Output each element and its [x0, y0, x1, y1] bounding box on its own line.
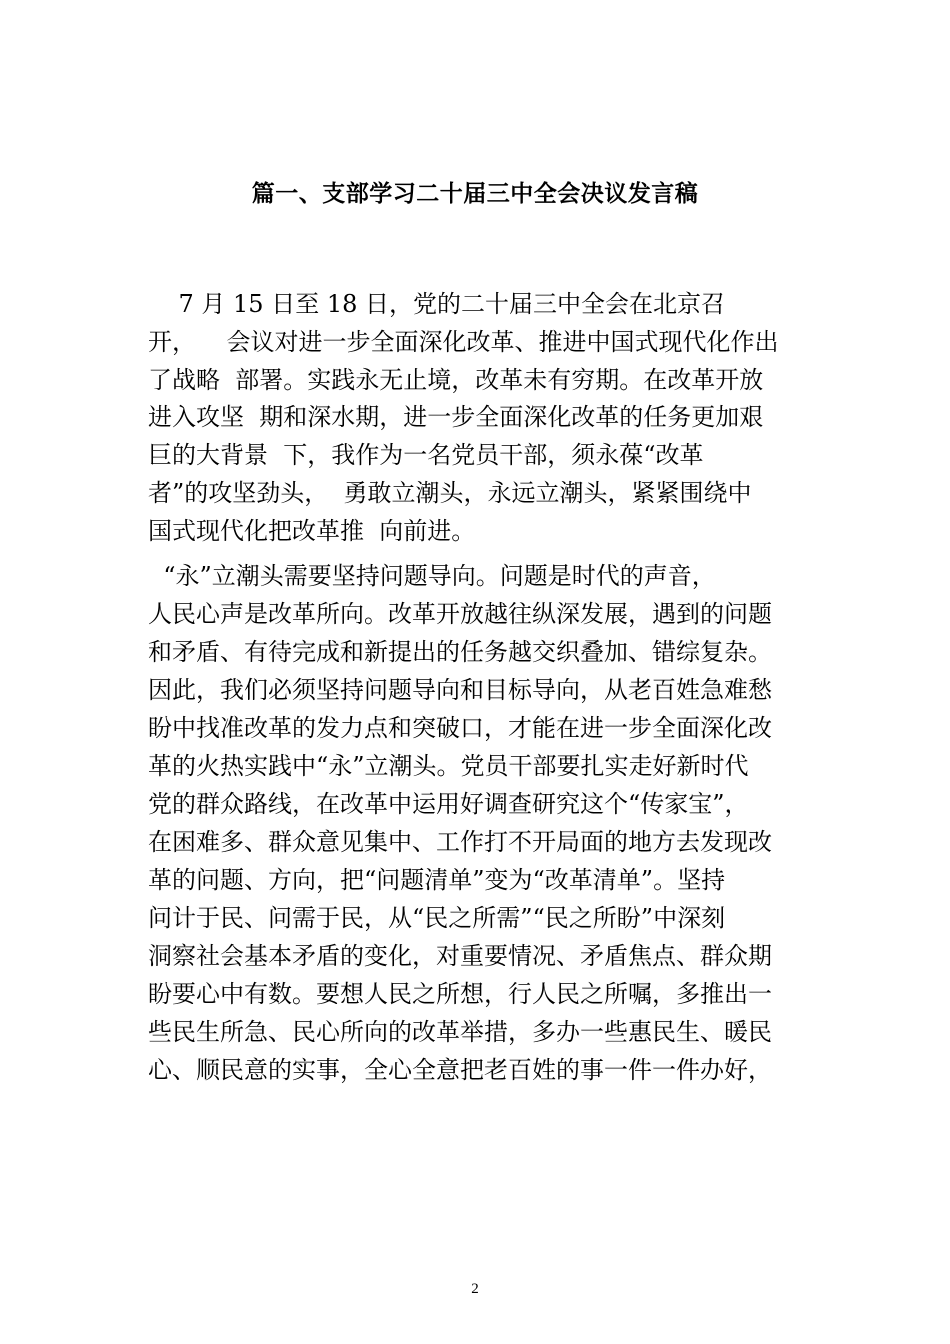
paragraph-line: 盼要心中有数。要想人民之所想，行人民之所嘱，多推出一 — [148, 980, 772, 1008]
paragraph-line: 7 月 15 日至 18 日，党的二十届三中全会在北京召 — [148, 290, 726, 318]
paragraph-line: 进入攻坚 期和深水期，进一步全面深化改革的任务更加艰 — [148, 403, 764, 431]
paragraph-line: 问计于民、问需于民，从“民之所需”“民之所盼”中深刻 — [148, 904, 726, 932]
paragraph-line: 洞察社会基本矛盾的变化，对重要情况、矛盾焦点、群众期 — [148, 942, 772, 970]
paragraph-line: 革的火热实践中“永”立潮头。党员干部要扎实走好新时代 — [148, 752, 749, 780]
document-title: 篇一、支部学习二十届三中全会决议发言稿 — [251, 181, 699, 207]
paragraph-line: 心、顺民意的实事，全心全意把老百姓的事一件一件办好， — [148, 1056, 772, 1084]
paragraph-line: 些民生所急、民心所向的改革举措，多办一些惠民生、暖民 — [148, 1018, 772, 1046]
page-number: 2 — [471, 1281, 479, 1297]
paragraph-line: 盼中找准改革的发力点和突破口，才能在进一步全面深化改 — [148, 714, 772, 742]
paragraph-line: 了战略 部署。实践永无止境，改革未有穷期。在改革开放 — [148, 366, 764, 394]
paragraph-line: “永”立潮头需要坚持问题导向。问题是时代的声音， — [148, 562, 716, 590]
paragraph-line: 党的群众路线，在改革中运用好调查研究这个“传家宝”， — [148, 790, 749, 818]
paragraph-line: 在困难多、群众意见集中、工作打不开局面的地方去发现改 — [148, 828, 772, 856]
paragraph-line: 巨的大背景 下，我作为一名党员干部，须永葆“改革 — [148, 441, 704, 469]
paragraph-line: 和矛盾、有待完成和新提出的任务越交织叠加、错综复杂。 — [148, 638, 772, 666]
paragraph-line: 人民心声是改革所向。改革开放越往纵深发展，遇到的问题 — [148, 600, 772, 628]
paragraph-line: 者”的攻坚劲头， 勇敢立潮头，永远立潮头，紧紧围绕中 — [148, 479, 752, 507]
paragraph-line: 因此，我们必须坚持问题导向和目标导向，从老百姓急难愁 — [148, 676, 772, 704]
paragraph-line: 开， 会议对进一步全面深化改革、推进中国式现代化作出 — [148, 328, 779, 356]
paragraph-line: 国式现代化把改革推 向前进。 — [148, 517, 476, 545]
paragraph-line: 革的问题、方向，把“问题清单”变为“改革清单”。坚持 — [148, 866, 726, 894]
